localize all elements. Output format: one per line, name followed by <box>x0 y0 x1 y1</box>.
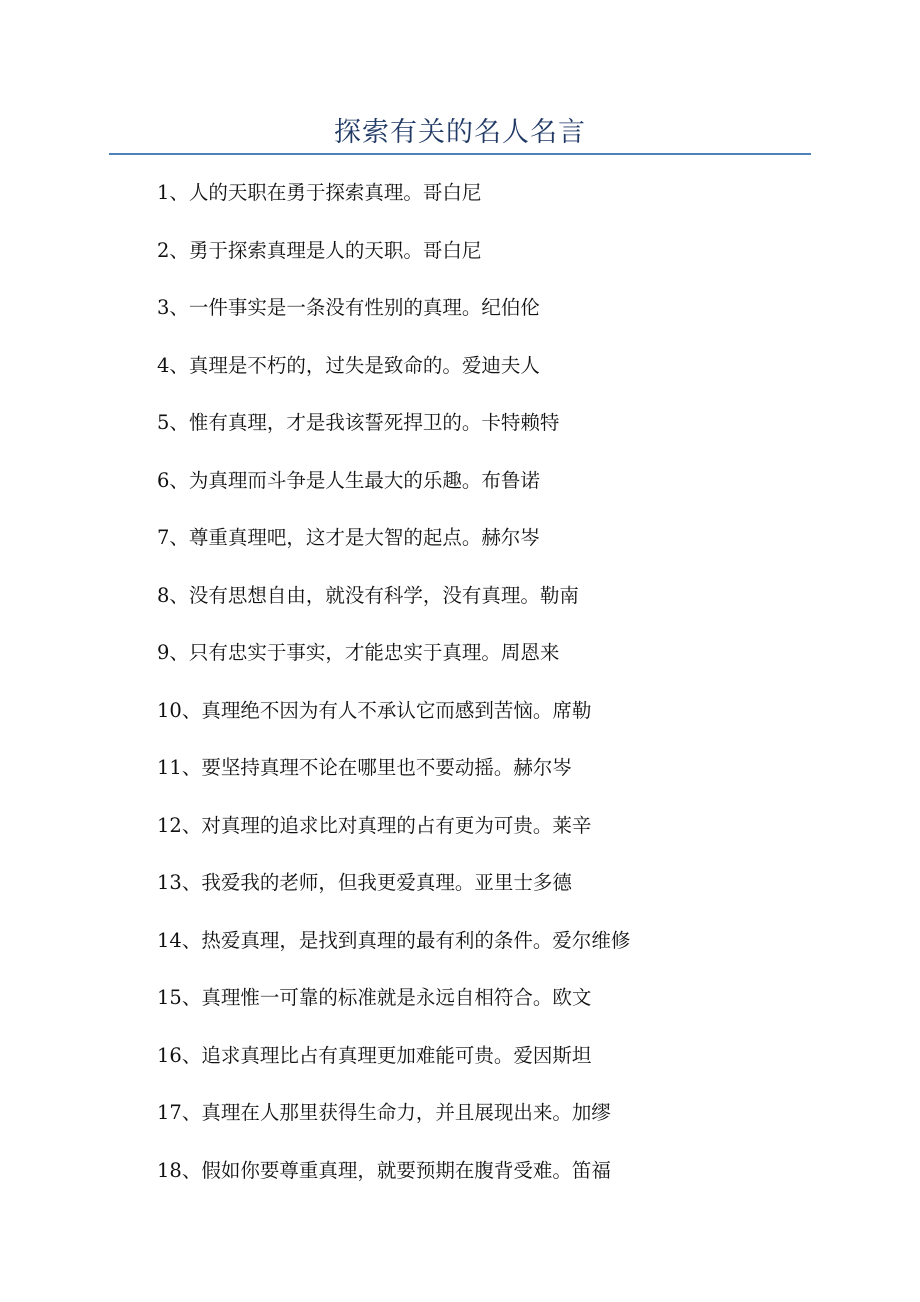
quote-item: 16、追求真理比占有真理更加难能可贵。爱因斯坦 <box>157 1043 592 1067</box>
quote-item: 17、真理在人那里获得生命力，并且展现出来。加缪 <box>157 1101 611 1124</box>
quote-item: 8、没有思想自由，就没有科学，没有真理。勒南 <box>157 583 579 607</box>
quote-item: 12、对真理的追求比对真理的占有更为可贵。莱辛 <box>157 813 592 837</box>
quote-item: 2、勇于探索真理是人的天职。哥白尼 <box>157 238 482 262</box>
quote-item: 18、假如你要尊重真理，就要预期在腹背受难。笛福 <box>157 1158 611 1182</box>
title-underline <box>109 153 811 155</box>
page-title: 探索有关的名人名言 <box>334 117 586 148</box>
quote-item: 9、只有忠实于事实，才能忠实于真理。周恩来 <box>157 641 560 664</box>
quote-item: 1、人的天职在勇于探索真理。哥白尼 <box>157 181 482 204</box>
quote-item: 10、真理绝不因为有人不承认它而感到苦恼。席勒 <box>157 698 592 722</box>
quote-list <box>157 178 630 1213</box>
quote-item: 4、真理是不朽的，过失是致命的。爱迪夫人 <box>157 353 540 377</box>
quote-item: 13、我爱我的老师，但我更爱真理。亚里士多德 <box>157 871 572 894</box>
quote-item: 11、要坚持真理不论在哪里也不要动摇。赫尔岑 <box>157 756 572 779</box>
quote-item: 6、为真理而斗争是人生最大的乐趣。布鲁诺 <box>157 468 540 492</box>
quote-item: 15、真理惟一可靠的标准就是永远自相符合。欧文 <box>157 986 592 1009</box>
quote-item: 7、尊重真理吧，这才是大智的起点。赫尔岑 <box>157 526 540 549</box>
quote-item: 3、一件事实是一条没有性别的真理。纪伯伦 <box>157 296 540 319</box>
quote-item: 14、热爱真理，是找到真理的最有利的条件。爱尔维修 <box>157 928 631 952</box>
quote-item: 5、惟有真理，才是我该誓死捍卫的。卡特赖特 <box>157 411 560 434</box>
